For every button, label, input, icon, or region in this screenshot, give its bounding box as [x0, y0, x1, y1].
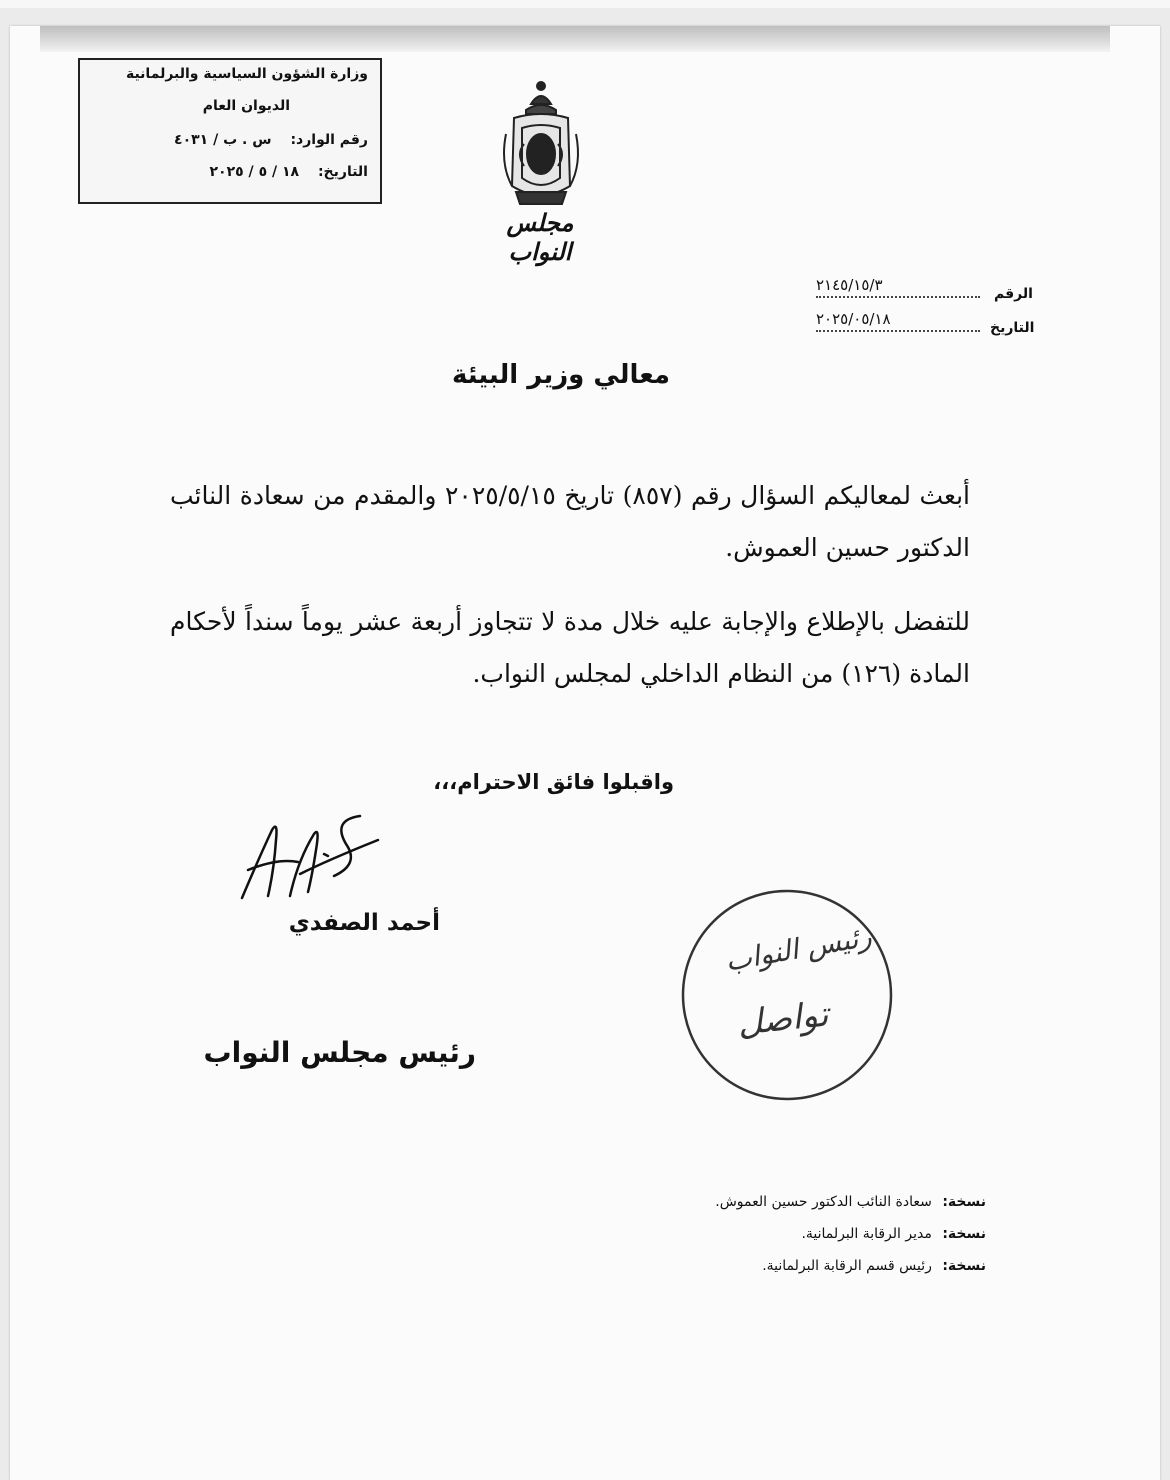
incoming-date-value: ١٨ / ٥ / ٢٠٢٥	[209, 164, 300, 180]
incoming-number-label: رقم الوارد:	[290, 132, 368, 148]
scan-shadow-band	[40, 26, 1110, 52]
closing-salutation: واقبلوا فائق الاحترام،،،	[433, 770, 674, 794]
copy-recipient: سعادة النائب الدكتور حسين العموش.	[715, 1194, 932, 1210]
signer-name: أحمد الصفدي	[288, 910, 440, 936]
copy-recipient: رئيس قسم الرقابة البرلمانية.	[762, 1258, 932, 1274]
parliament-logo-text: مجلس النواب	[506, 208, 574, 266]
seal-text-top: رئيس النواب	[722, 919, 874, 978]
addressee: معالي وزير البيئة	[451, 360, 670, 390]
ministry-office: الديوان العام	[202, 98, 290, 114]
parliament-seal	[672, 880, 902, 1110]
copy-line	[715, 1250, 986, 1282]
copy-label: نسخة:	[942, 1226, 986, 1242]
signer-title: رئيس مجلس النواب	[203, 1036, 476, 1069]
body-paragraph-1: أبعث لمعاليكم السؤال رقم (٨٥٧) تاريخ ٢٠٢٥/٥/١٥ والمقدم من سعادة النائب الدكتور حسين العموش.	[170, 481, 970, 562]
incoming-date-label: التاريخ:	[317, 164, 368, 180]
incoming-number-value: س . ب / ٤٠٣١	[174, 132, 272, 148]
ref-number-label: الرقم	[994, 286, 1033, 302]
handwritten-signature	[228, 800, 388, 910]
ministry-incoming-stamp	[78, 58, 382, 204]
top-bar	[0, 0, 1170, 8]
incoming-date-row	[210, 164, 369, 180]
body-paragraph-2: للتفضل بالإطلاع والإجابة عليه خلال مدة لا تتجاوز أربعة عشر يوماً سنداً لأحكام المادة (١٢٦) من النظام الداخلي لمجلس النواب.	[170, 607, 970, 688]
copy-line	[715, 1218, 986, 1250]
ref-number-value: ٢١٤٥/١٥/٣	[816, 276, 980, 298]
ministry-name: وزارة الشؤون السياسية والبرلمانية	[125, 66, 368, 82]
copy-label: نسخة:	[942, 1258, 986, 1274]
copy-label: نسخة:	[942, 1194, 986, 1210]
copies-list	[715, 1186, 986, 1282]
incoming-number-row	[174, 132, 368, 148]
copy-line	[715, 1186, 986, 1218]
copy-recipient: مدير الرقابة البرلمانية.	[801, 1226, 932, 1242]
seal-text-bottom: تواصل	[735, 994, 831, 1044]
ref-date-value: ٢٠٢٥/٠٥/١٨	[816, 310, 980, 332]
ref-date-label: التاريخ	[990, 320, 1035, 336]
